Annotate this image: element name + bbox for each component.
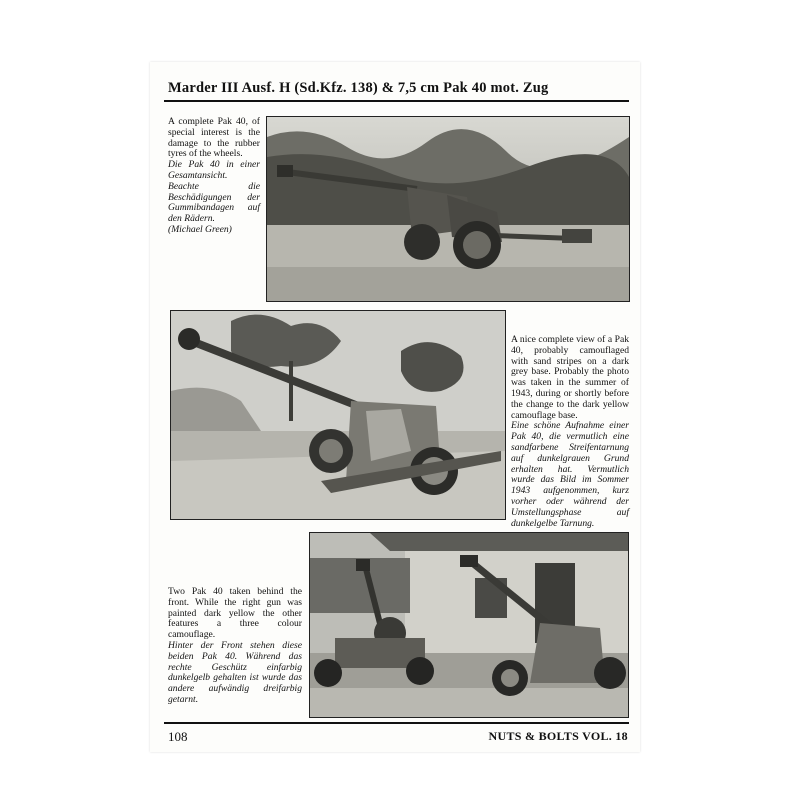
page-header-title: Marder III Ausf. H (Sd.Kfz. 138) & 7,5 cm Pak 40 mot. Zug (168, 80, 549, 96)
caption-german: Die Pak 40 in einer Gesamtansicht. Beachte die Beschädigungen der Gummibandagen auf den Rädern. (168, 159, 260, 225)
header-rule (164, 100, 629, 102)
caption-photo-2 (511, 335, 629, 529)
footer-rule (164, 722, 629, 724)
caption-photo-1 (168, 117, 260, 236)
photo-pak40-camouflaged (170, 310, 506, 520)
photo-two-pak40-behind-front (309, 532, 629, 718)
caption-english: A complete Pak 40, of special interest is the damage to the rubber tyres of the wheels. (168, 116, 260, 160)
caption-german: Hinter der Front stehen diese beiden Pak 40. Während das rechte Geschütz einfarbig dunkelgelb gehalten ist wurde das andere aufwändig dreifarbig getarnt. (168, 639, 302, 705)
page-number: 108 (168, 729, 188, 744)
caption-german: Eine schöne Aufnahme einer Pak 40, die vermutlich eine sandfarbene Streifentarnung auf dunkelgrauen Grund erhalten hat. Vermutlich wurde das Bild im Sommer 1943 aufgenommen, kurz vorher oder während der Umstellungsphase auf dunkelgelbe Tarnung. (511, 420, 629, 529)
caption-english: A nice complete view of a Pak 40, probably camouflaged with sand stripes on a dark grey base. Probably the photo was taken in the summer of 1943, during or shortly before the change to the dark yellow camouflage base. (511, 334, 629, 421)
photo-pak40-side-view (266, 116, 630, 302)
publication-title: NUTS & BOLTS VOL. 18 (488, 729, 628, 743)
photo-credit: (Michael Green) (168, 223, 232, 235)
caption-english: Two Pak 40 taken behind the front. While the right gun was painted dark yellow the other features a three colour camouflage. (168, 586, 302, 641)
caption-photo-3 (168, 587, 302, 706)
